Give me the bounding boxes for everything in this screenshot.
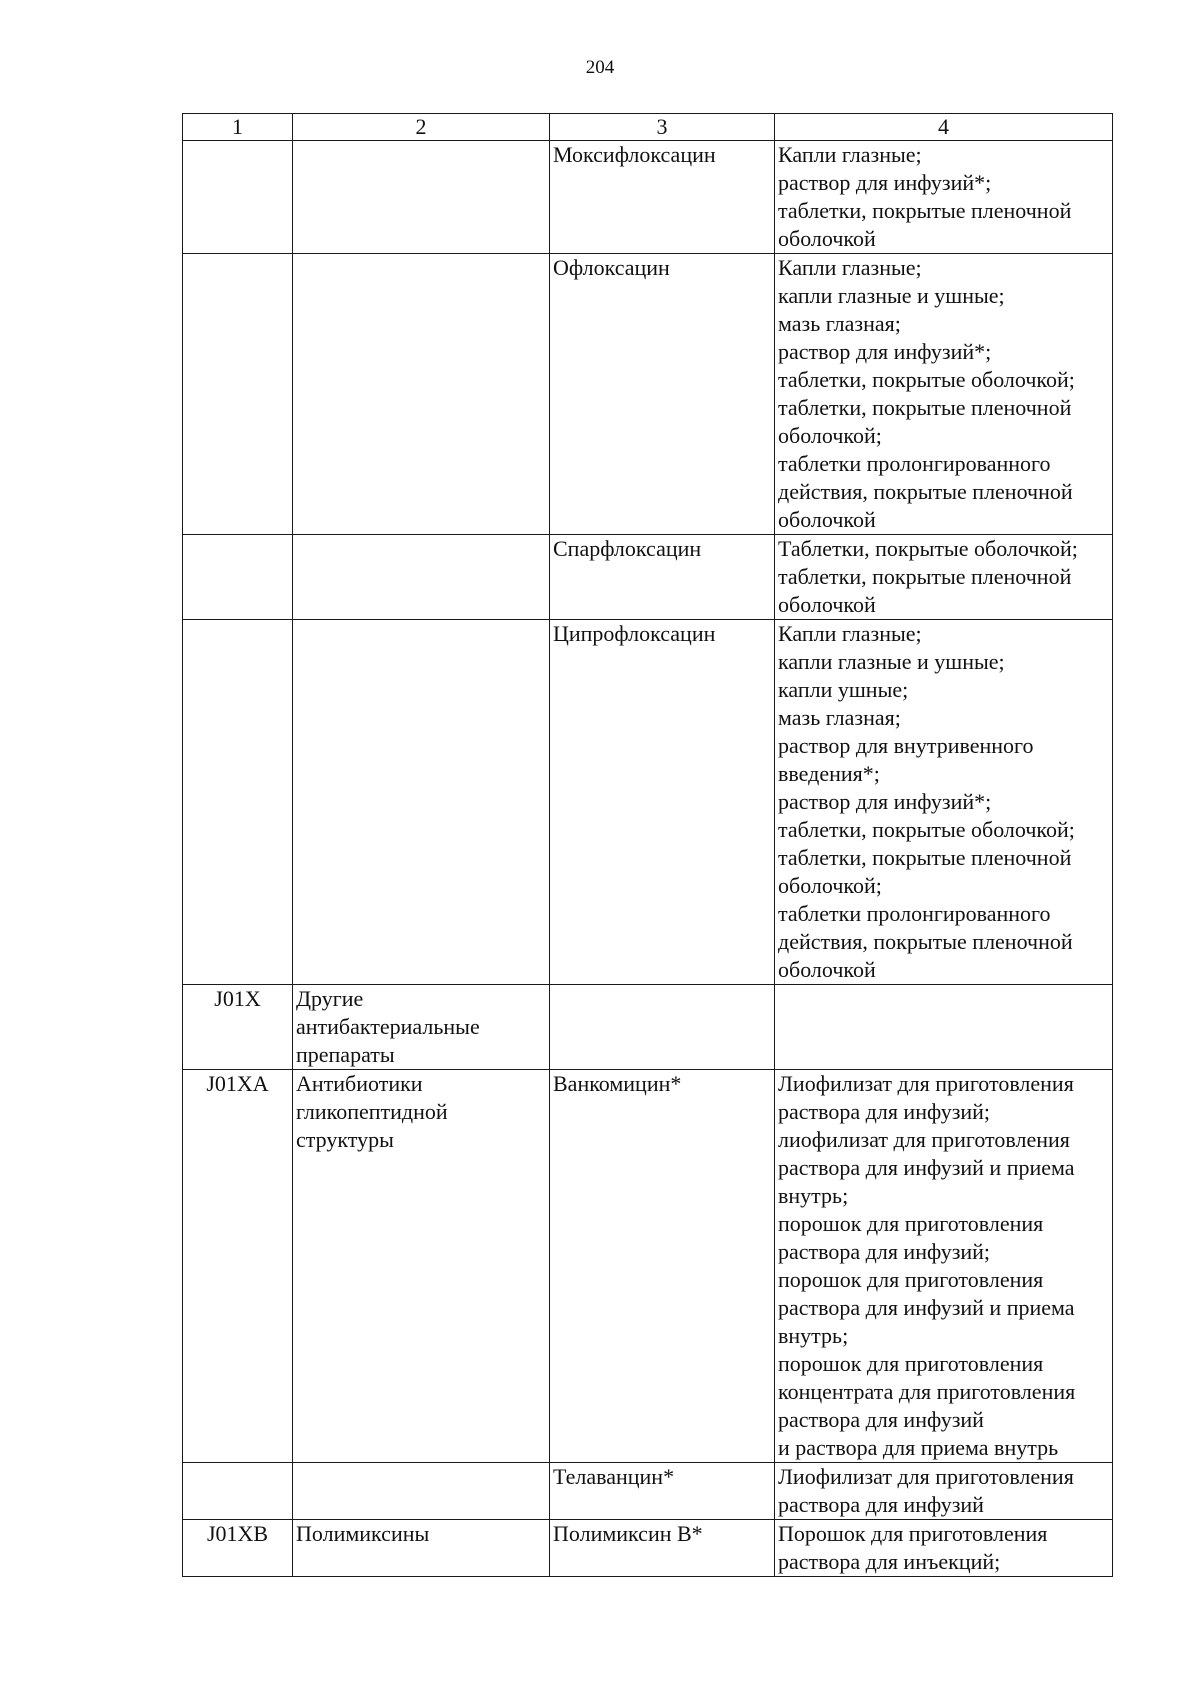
dosage-form-line: раствор для внутривенного: [778, 733, 1034, 758]
group-line: антибактериальные: [296, 1014, 480, 1039]
dosage-form-line: раствор для инфузий*;: [778, 789, 992, 814]
dosage-form-line: таблетки, покрытые пленочной: [778, 845, 1072, 870]
pharmacological-group-cell: [293, 620, 550, 985]
dosage-form-line: порошок для приготовления: [778, 1211, 1044, 1236]
pharmacological-group-cell: [293, 1070, 550, 1463]
table-row: [183, 141, 1113, 254]
dosage-form-line: оболочкой: [778, 507, 876, 532]
dosage-form-line: капли глазные и ушные;: [778, 283, 1005, 308]
dosage-form-line: раствор для инфузий*;: [778, 339, 992, 364]
dosage-form-line: таблетки пролонгированного: [778, 451, 1051, 476]
table-row: [183, 985, 1113, 1070]
dosage-form-line: Капли глазные;: [778, 142, 922, 167]
drug-name-cell: Спарфлоксацин: [550, 535, 775, 620]
dosage-form-line: оболочкой: [778, 592, 876, 617]
dosage-form-line: оболочкой: [778, 226, 876, 251]
dosage-forms-cell: [775, 1520, 1113, 1577]
dosage-form-line: капли ушные;: [778, 677, 909, 702]
drug-name-cell: Телаванцин*: [550, 1463, 775, 1520]
dosage-form-line: раствора для инфузий;: [778, 1239, 991, 1264]
pharmacological-group-cell: [293, 535, 550, 620]
drug-name-cell: Офлоксацин: [550, 254, 775, 535]
dosage-form-line: раствор для инфузий*;: [778, 170, 992, 195]
dosage-form-line: раствора для инфузий: [778, 1407, 984, 1432]
dosage-forms-cell: [775, 1070, 1113, 1463]
page-number: 204: [585, 57, 615, 78]
dosage-form-line: капли глазные и ушные;: [778, 649, 1005, 674]
dosage-form-line: оболочкой: [778, 957, 876, 982]
dosage-forms-cell: [775, 985, 1113, 1070]
pharmacological-group-cell: [293, 1463, 550, 1520]
dosage-form-line: концентрата для приготовления: [778, 1379, 1076, 1404]
dosage-form-line: действия, покрытые пленочной: [778, 929, 1073, 954]
pharmacological-group-cell: [293, 141, 550, 254]
dosage-form-line: таблетки, покрытые пленочной: [778, 395, 1072, 420]
dosage-form-line: раствора для инфузий: [778, 1492, 984, 1517]
pharmacological-group-cell: [293, 985, 550, 1070]
group-line: Другие: [296, 986, 364, 1011]
pharmacological-group-cell: [293, 254, 550, 535]
group-line: препараты: [296, 1042, 395, 1067]
column-header-3: 3: [550, 114, 775, 141]
dosage-forms-cell: [775, 254, 1113, 535]
dosage-form-line: таблетки, покрытые пленочной: [778, 564, 1072, 589]
group-line: структуры: [296, 1127, 394, 1152]
dosage-form-line: порошок для приготовления: [778, 1267, 1044, 1292]
table-row: [183, 535, 1113, 620]
dosage-forms-cell: [775, 141, 1113, 254]
atc-code-cell: J01XB: [183, 1520, 293, 1577]
column-header-2: 2: [293, 114, 550, 141]
drug-name-cell: Ципрофлоксацин: [550, 620, 775, 985]
dosage-form-line: оболочкой;: [778, 423, 882, 448]
dosage-form-line: порошок для приготовления: [778, 1351, 1044, 1376]
column-header-4: 4: [775, 114, 1113, 141]
dosage-form-line: лиофилизат для приготовления: [778, 1127, 1070, 1152]
atc-code-cell: [183, 254, 293, 535]
dosage-form-line: Таблетки, покрытые оболочкой;: [778, 536, 1078, 561]
drug-table: [182, 113, 1113, 1577]
dosage-form-line: внутрь;: [778, 1183, 849, 1208]
dosage-form-line: таблетки, покрытые оболочкой;: [778, 367, 1075, 392]
atc-code-cell: [183, 141, 293, 254]
dosage-form-line: мазь глазная;: [778, 311, 901, 336]
table-row: [183, 254, 1113, 535]
dosage-forms-cell: [775, 620, 1113, 985]
dosage-form-line: оболочкой;: [778, 873, 882, 898]
atc-code-cell: J01X: [183, 985, 293, 1070]
atc-code-cell: [183, 1463, 293, 1520]
dosage-form-line: таблетки пролонгированного: [778, 901, 1051, 926]
table-header-row: [183, 114, 1113, 141]
table-row: [183, 1520, 1113, 1577]
table-row: [183, 620, 1113, 985]
dosage-form-line: таблетки, покрытые пленочной: [778, 198, 1072, 223]
drug-name-cell: Ванкомицин*: [550, 1070, 775, 1463]
dosage-form-line: таблетки, покрытые оболочкой;: [778, 817, 1075, 842]
dosage-forms-cell: [775, 1463, 1113, 1520]
table-row: [183, 1070, 1113, 1463]
dosage-form-line: и раствора для приема внутрь: [778, 1435, 1059, 1460]
table-row: [183, 1463, 1113, 1520]
atc-code-cell: [183, 535, 293, 620]
dosage-form-line: внутрь;: [778, 1323, 849, 1348]
dosage-forms-cell: [775, 535, 1113, 620]
dosage-form-line: раствора для инъекций;: [778, 1549, 1001, 1574]
pharmacological-group-cell: [293, 1520, 550, 1577]
group-line: гликопептидной: [296, 1099, 448, 1124]
dosage-form-line: Капли глазные;: [778, 255, 922, 280]
dosage-form-line: раствора для инфузий и приема: [778, 1155, 1075, 1180]
dosage-form-line: введения*;: [778, 761, 880, 786]
dosage-form-line: действия, покрытые пленочной: [778, 479, 1073, 504]
dosage-form-line: Лиофилизат для приготовления: [778, 1464, 1074, 1489]
group-line: Антибиотики: [296, 1071, 423, 1096]
table-body: [183, 141, 1113, 1577]
drug-name-cell: Полимиксин В*: [550, 1520, 775, 1577]
drug-name-cell: [550, 985, 775, 1070]
dosage-form-line: Порошок для приготовления: [778, 1521, 1048, 1546]
group-line: Полимиксины: [296, 1521, 430, 1546]
drug-name-cell: Моксифлоксацин: [550, 141, 775, 254]
dosage-form-line: Лиофилизат для приготовления: [778, 1071, 1074, 1096]
dosage-form-line: мазь глазная;: [778, 705, 901, 730]
dosage-form-line: Капли глазные;: [778, 621, 922, 646]
atc-code-cell: J01XA: [183, 1070, 293, 1463]
column-header-1: 1: [183, 114, 293, 141]
atc-code-cell: [183, 620, 293, 985]
dosage-form-line: раствора для инфузий;: [778, 1099, 991, 1124]
dosage-form-line: раствора для инфузий и приема: [778, 1295, 1075, 1320]
